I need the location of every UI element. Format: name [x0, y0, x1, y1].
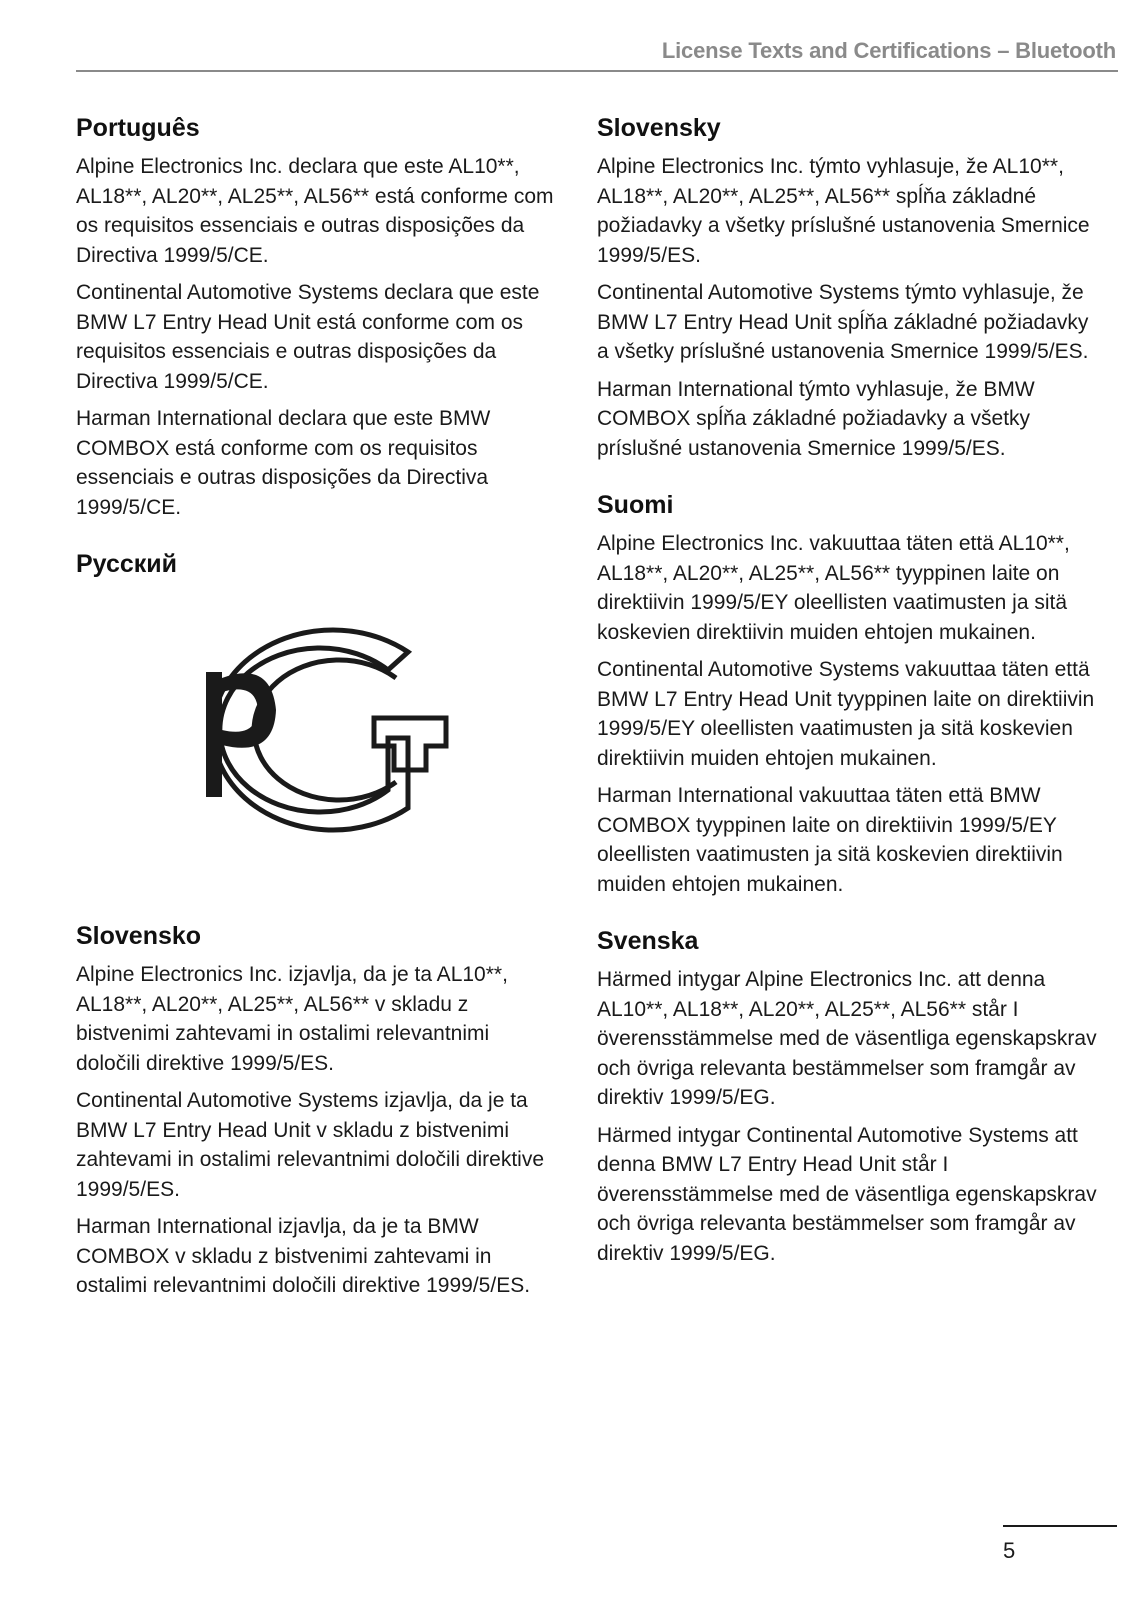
section-portugues: [76, 112, 558, 522]
paragraph-slovensky-harman: Harman International týmto vyhlasuje, že BMW COMBOX spĺňa základné požiadavky a všetky príslušné ustanovenia Smernice 1999/5/ES.: [597, 377, 1035, 460]
left-column: [76, 112, 558, 1327]
paragraph-slovensko-continental: Continental Automotive Systems izjavlja, da je ta BMW L7 Entry Head Unit v skladu z bistvenimi zahtevami in ostalimi relevantnimi določili direktive 1999/5/ES.: [76, 1089, 545, 1201]
header-divider: [76, 70, 1118, 72]
right-column: [597, 112, 1097, 1294]
paragraph-suomi-harman: Harman International vakuuttaa täten että BMW COMBOX tyyppinen laite on direktiivin 1999/5/EY oleellisten vaatimusten ja sitä koskevien direktiivin muiden ehtojen mukainen.: [597, 784, 1063, 896]
section-suomi: [597, 489, 1097, 899]
section-slovensky: [597, 112, 1097, 463]
paragraph-slovensko-harman: Harman International izjavlja, da je ta BMW COMBOX v skladu z bistvenimi zahtevami in ostalimi relevantnimi določili direktive 1999/5/ES.: [76, 1215, 531, 1297]
section-heading-slovensky: Slovensky: [597, 114, 721, 142]
paragraph-svenska-continental: Härmed intygar Continental Automotive Systems att denna BMW L7 Entry Head Unit står I överensstämmelse med de väsentliga egenskapskrav och övriga relevanta bestämmelser som framgår av direktiv 1999/5/EG.: [597, 1123, 1097, 1265]
certification-logo-container: [76, 590, 558, 880]
paragraph-slovensko-alpine: Alpine Electronics Inc. izjavlja, da je ta AL10**, AL18**, AL20**, AL25**, AL56** v skladu z bistvenimi zahtevami in ostalimi relevantnimi določili direktive 1999/5/ES.: [76, 963, 508, 1075]
paragraph-svenska-alpine: Härmed intygar Alpine Electronics Inc. att denna AL10**, AL18**, AL20**, AL25**, AL56** står I överensstämmelse med de väsentliga egenskapskrav och övriga relevanta bestämmelser som framgår av direktiv 1999/5/EG.: [597, 968, 1097, 1109]
paragraph-suomi-alpine: Alpine Electronics Inc. vakuuttaa täten että AL10**, AL18**, AL20**, AL25**, AL56** tyyppinen laite on direktiivin 1999/5/EY oleellisten vaatimusten ja sitä koskevien direktiivin muiden ehtojen mukainen.: [597, 532, 1070, 644]
paragraph-slovensky-continental: Continental Automotive Systems týmto vyhlasuje, že BMW L7 Entry Head Unit spĺňa základné požiadavky a všetky príslušné ustanovenia Smernice 1999/5/ES.: [597, 281, 1089, 363]
section-heading-portugues: Português: [76, 114, 200, 142]
section-heading-svenska: Svenska: [597, 927, 699, 955]
page-number: 5: [1003, 1538, 1016, 1563]
paragraph-slovensky-alpine: Alpine Electronics Inc. týmto vyhlasuje, že AL10**, AL18**, AL20**, AL25**, AL56** spĺňa základné požiadavky a všetky príslušné ustanovenia Smernice 1999/5/ES.: [597, 155, 1090, 267]
section-slovensko: [76, 920, 558, 1301]
section-heading-slovensko: Slovensko: [76, 922, 202, 950]
section-heading-suomi: Suomi: [597, 491, 674, 519]
page-header-title: License Texts and Certifications – Bluetooth: [661, 38, 1116, 63]
paragraph-portugues-continental: Continental Automotive Systems declara que este BMW L7 Entry Head Unit está conforme com os requisitos essenciais e outras disposições da Directiva 1999/5/CE.: [76, 281, 540, 393]
paragraph-suomi-continental: Continental Automotive Systems vakuuttaa täten että BMW L7 Entry Head Unit tyyppinen laite on direktiivin 1999/5/EY oleellisten vaatimusten ja sitä koskevien direktiivin muiden ehtojen mukainen.: [597, 658, 1095, 770]
paragraph-portugues-harman: Harman International declara que este BMW COMBOX está conforme com os requisitos essenciais e outras disposições da Directiva 1999/5/CE.: [76, 407, 491, 519]
paragraph-portugues-alpine: Alpine Electronics Inc. declara que este AL10**, AL18**, AL20**, AL25**, AL56** está conforme com os requisitos essenciais e outras disposições da Directiva 1999/5/CE.: [76, 155, 554, 267]
section-svenska: [597, 925, 1097, 1268]
section-heading-russkiy: Русский: [76, 550, 178, 578]
section-russkiy: [76, 548, 558, 880]
pct-certification-mark-icon: [176, 620, 456, 840]
footer-divider: [1003, 1525, 1117, 1527]
